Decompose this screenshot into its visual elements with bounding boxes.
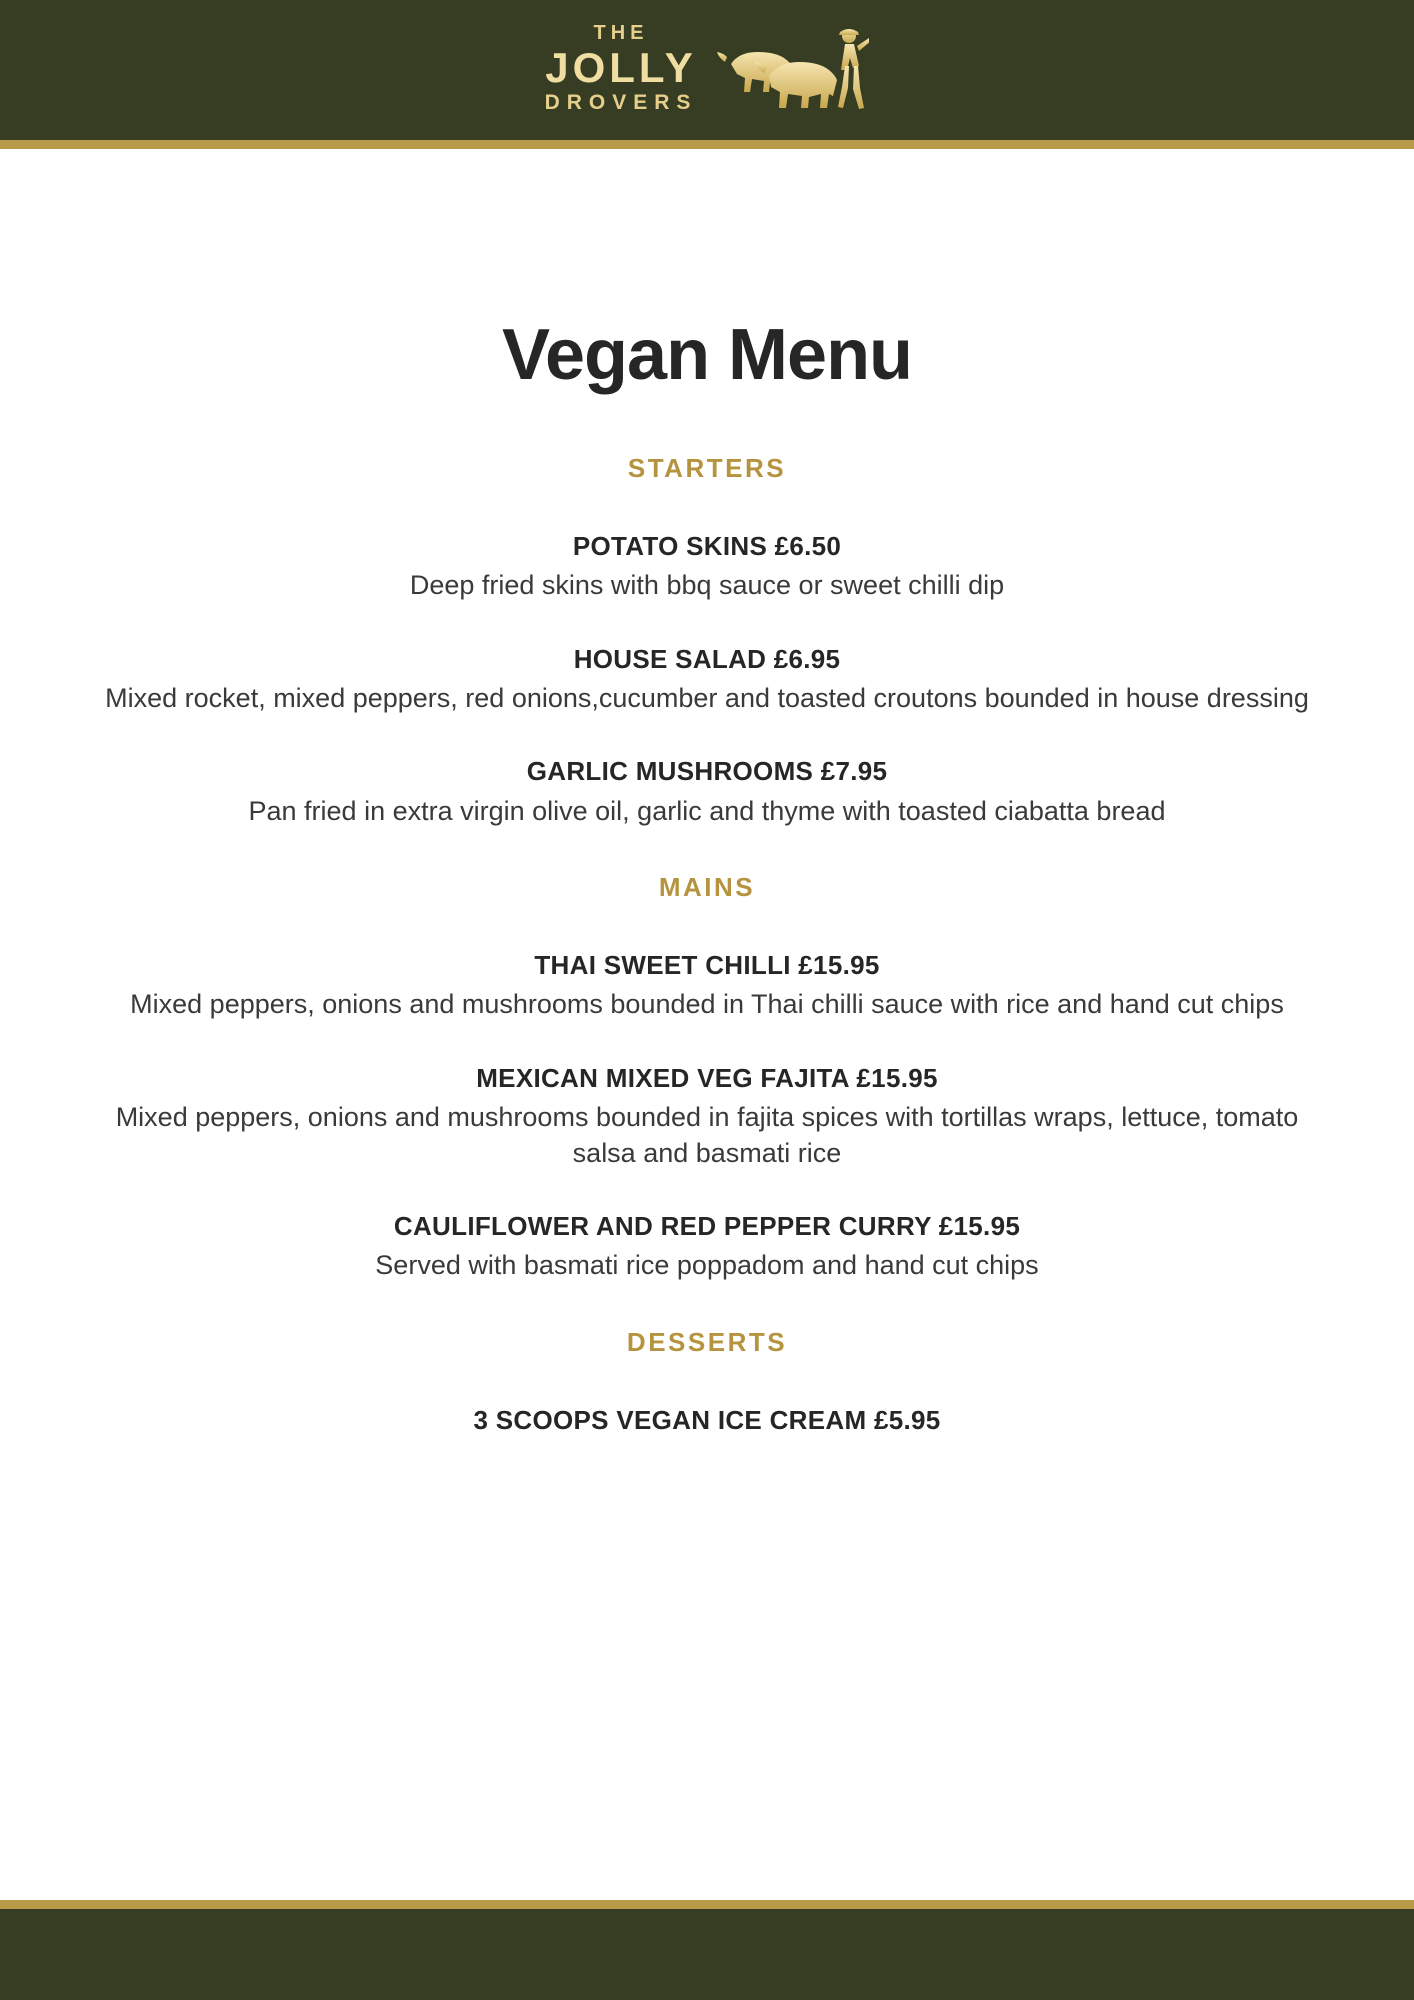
menu-item — [92, 948, 1322, 1023]
menu-item — [92, 642, 1322, 717]
section-heading-mains: MAINS — [658, 872, 756, 903]
menu-item — [92, 529, 1322, 604]
menu-item — [92, 754, 1322, 829]
footer-gold-rule — [0, 1900, 1414, 1909]
brand-line-jolly: JOLLY — [545, 44, 697, 91]
menu-item-description: Deep fried skins with bbq sauce or sweet chilli dip — [409, 570, 1005, 601]
menu-item-description: Pan fried in extra virgin olive oil, garlic and thyme with toasted ciabatta bread — [248, 795, 1166, 826]
brand-logo — [545, 20, 870, 116]
menu-page — [0, 149, 1414, 1900]
menu-item-description: Served with basmati rice poppadom and hand cut chips — [375, 1250, 1039, 1281]
menu-item — [92, 1403, 1322, 1438]
menu-item — [92, 1061, 1322, 1171]
menu-item-name: POTATO SKINS £6.50 — [572, 531, 842, 561]
footer-band — [0, 1909, 1414, 2000]
header-gold-rule — [0, 140, 1414, 149]
section-heading-desserts: DESSERTS — [626, 1326, 788, 1357]
cattle-drover-icon — [709, 20, 869, 116]
menu-item-description: Mixed rocket, mixed peppers, red onions,cucumber and toasted croutons bounded in house dressing — [105, 682, 1309, 713]
brand-wordmark — [545, 23, 698, 113]
menu-item-name: THAI SWEET CHILLI £15.95 — [534, 950, 880, 981]
menu-item-name: MEXICAN MIXED VEG FAJITA £15.95 — [476, 1062, 938, 1093]
menu-item-name: CAULIFLOWER AND RED PEPPER CURRY £15.95 — [393, 1211, 1021, 1242]
menu-item-description: Mixed peppers, onions and mushrooms bounded in Thai chilli sauce with rice and hand cut chips — [130, 989, 1284, 1020]
menu-item-description: Mixed peppers, onions and mushrooms bounded in fajita spices with tortillas wraps, lettuce, tomato salsa and basmati rice — [115, 1101, 1299, 1168]
section-heading-starters: STARTERS — [627, 453, 787, 483]
brand-line-drovers: DROVERS — [544, 91, 698, 114]
page-title: Vegan Menu — [501, 315, 913, 395]
menu-item — [92, 1209, 1322, 1284]
menu-item-name: HOUSE SALAD £6.95 — [573, 643, 841, 674]
brand-line-the: THE — [593, 22, 649, 44]
menu-item-name: GARLIC MUSHROOMS £7.95 — [526, 756, 888, 787]
menu-item-name: 3 SCOOPS VEGAN ICE CREAM £5.95 — [473, 1404, 941, 1435]
header-band — [0, 0, 1414, 140]
